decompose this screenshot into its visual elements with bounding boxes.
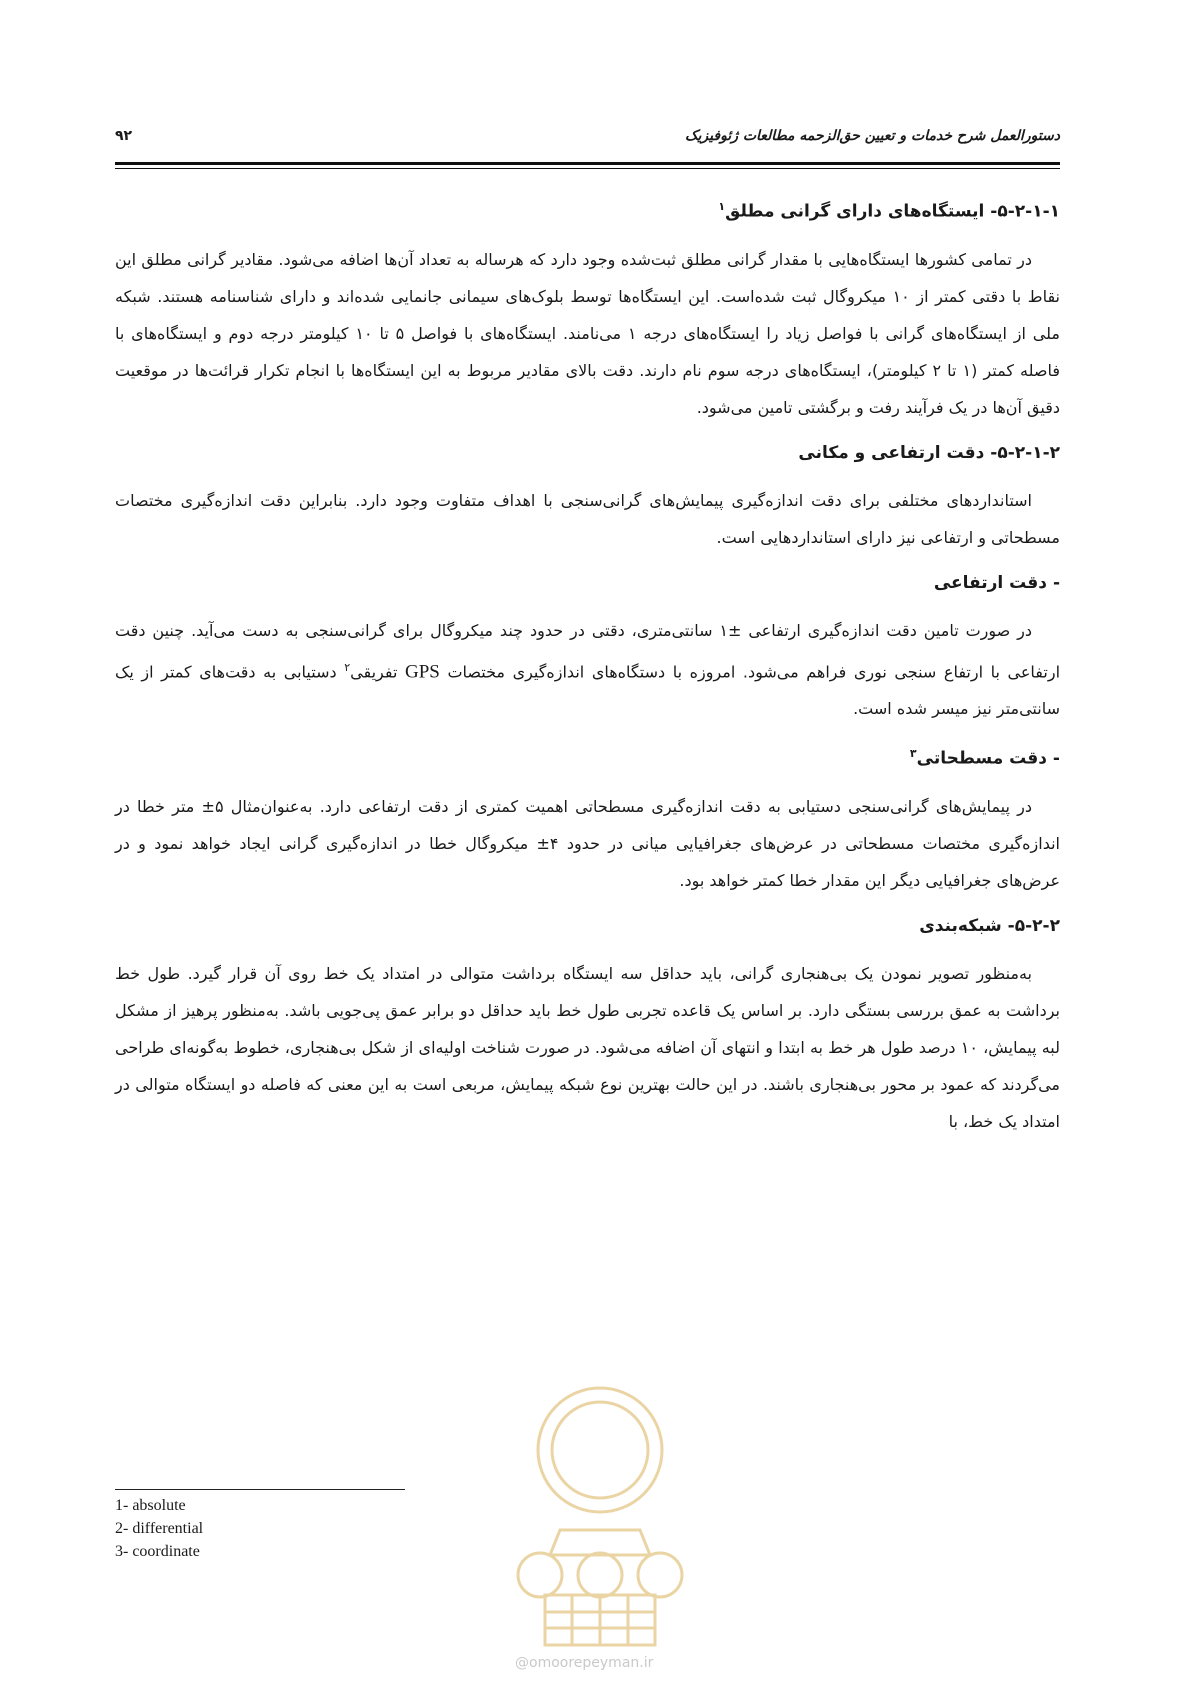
footnote-marker: ۳ bbox=[909, 746, 917, 760]
page-number: ۹۲ bbox=[115, 128, 133, 144]
section-heading: ۵-۲-۲- شبکه‌بندی bbox=[919, 915, 1060, 936]
section-heading: - دقت مسطحاتی$^۳$ bbox=[909, 746, 1060, 769]
section-heading: - دقت ارتفاعی bbox=[933, 572, 1060, 593]
gear-scales-seal-icon bbox=[500, 1380, 700, 1660]
paragraph: استانداردهای مختلفی برای دقت اندازه‌گیری پیمایش‌های گرانی‌سنجی با اهداف متفاوت وجود دارد. بنابراین دقت اندازه‌گیری مختصات مسطحاتی و ارتفاعی نیز دارای استانداردهایی است. bbox=[115, 490, 1060, 547]
header-title: دستورالعمل شرح خدمات و تعیین حق‌الزحمه مطالعات ژئوفیزیک bbox=[685, 128, 1060, 144]
tolerance-value: ±۱ bbox=[719, 620, 742, 640]
footnote: 3- coordinate bbox=[115, 1543, 200, 1560]
watermark-url: @omoorepeyman.ir bbox=[515, 1655, 654, 1671]
gps-term: GPS bbox=[405, 660, 440, 682]
section-heading: ۵-۲-۱-۱- ایستگاه‌های دارای گرانی مطلق$^۱$ bbox=[718, 200, 1060, 222]
footnote-marker: ۲ bbox=[344, 660, 351, 674]
footnote: 2- differential bbox=[115, 1520, 204, 1537]
page-content bbox=[115, 180, 1060, 1150]
header-rule-thick bbox=[115, 162, 1060, 165]
footnote-marker: ۱ bbox=[718, 200, 726, 213]
footnote-rule bbox=[115, 1489, 405, 1490]
paragraph: در پیمایش‌های گرانی‌سنجی دستیابی به دقت اندازه‌گیری مسطحاتی اهمیت کمتری از دقت ارتفاعی دارد. به‌عنوان‌مثال ۵± متر خطا در اندازه‌گیری مختصات مسطحاتی در عرض‌های جغرافیایی میانی در حدود ۴± میکروگال خطا در اندازه‌گیری گرانی ایجاد خواهد نمود و در عرض‌های جغرافیایی دیگر این مقدار خطا کمتر خواهد بود. bbox=[115, 796, 1061, 890]
paragraph: در صورت تامین دقت اندازه‌گیری ارتفاعی ±۱ سانتی‌متری، دقتی در حدود چند میکروگال برای گرانی‌سنجی به دست می‌آید. چنین دقت ارتفاعی با ارتفاع سنجی نوری فراهم می‌شود. امروزه با دستگاه‌های اندازه‌گیری مختصات GPS تفریقی$^۲$ دستیابی به دقت‌های کمتر از یک سانتی‌متر نیز میسر شده است. bbox=[115, 620, 1061, 718]
paragraph: به‌منظور تصویر نمودن یک بی‌هنجاری گرانی، باید حداقل سه ایستگاه برداشت متوالی در امتداد یک خط روی آن قرار گیرد. طول خط برداشت به عمق بررسی بستگی دارد. بر اساس یک قاعده تجربی طول خط باید حداقل دو برابر عمق پی‌جویی باشد. به‌منظور پرهیز از مشکل لبه پیمایش، ۱۰ درصد طول هر خط به ابتدا و انتهای آن اضافه می‌شود. در صورت شناخت اولیه‌ای از شکل بی‌هنجاری، خطوط به‌گونه‌ای طراحی می‌گردند که عمود بر محور بی‌هنجاری باشند. در این حالت بهترین نوع شبکه پیمایش، مربعی است به این معنی که فاصله دو ایستگاه متوالی در امتداد یک خط، با bbox=[115, 963, 1061, 1131]
paragraph: در تمامی کشورها ایستگاه‌هایی با مقدار گرانی مطلق ثبت‌شده وجود دارد که هرساله به تعداد آن‌ها اضافه می‌شود. مقادیر گرانی مطلق این نقاط با دقتی کمتر از ۱۰ میکروگال ثبت شده‌است. این ایستگاه‌ها توسط بلوک‌های سیمانی جانمایی شده‌اند و دارای شناسنامه هستند. شبکه ملی از ایستگاه‌های گرانی با فواصل زیاد را ایستگاه‌های درجه ۱ می‌نامند. ایستگاه‌های با فواصل ۵ تا ۱۰ کیلومتر درجه دوم و ایستگاه‌های با فاصله کمتر (۱ تا ۲ کیلومتر)، ایستگاه‌های درجه سوم نام دارند. دقت بالای مقادیر مربوط به این ایستگاه‌ها با انجام تکرار قرائت‌ها در موقعیت دقیق آن‌ها در یک فرآیند رفت و برگشتی تامین می‌شود. bbox=[115, 249, 1061, 417]
header-rule-thin bbox=[115, 168, 1060, 169]
footnote: 1- absolute bbox=[115, 1497, 186, 1514]
page-header bbox=[115, 124, 1060, 154]
section-heading: ۵-۲-۱-۲- دقت ارتفاعی و مکانی bbox=[798, 442, 1060, 463]
